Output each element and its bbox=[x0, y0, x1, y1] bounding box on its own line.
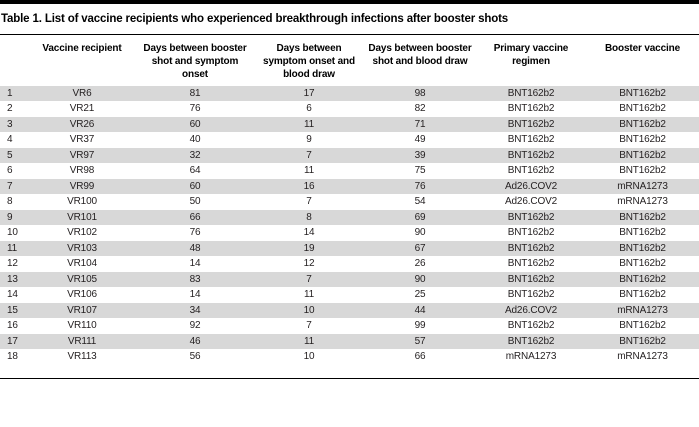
table-cell: 9 bbox=[306, 134, 312, 146]
table-cell: 69 bbox=[414, 211, 426, 223]
table-cell: VR107 bbox=[67, 304, 97, 316]
table-cell: 49 bbox=[414, 134, 426, 146]
header-row bbox=[0, 34, 699, 86]
table-cell: 99 bbox=[414, 320, 426, 332]
table-cell: VR26 bbox=[69, 118, 95, 130]
table-cell: 11 bbox=[303, 335, 315, 347]
table-cell: VR102 bbox=[67, 227, 97, 239]
table-row bbox=[0, 101, 699, 117]
table-cell: VR103 bbox=[67, 242, 97, 254]
row-index-cell: 4 bbox=[7, 134, 13, 146]
table-cell: 60 bbox=[189, 118, 201, 130]
table-row bbox=[0, 256, 699, 272]
header-cell-days-symptom-to-blooddraw: Days between symptom onset and blood draw bbox=[263, 42, 355, 80]
table-cell: 14 bbox=[189, 289, 201, 301]
table-row bbox=[0, 163, 699, 179]
table-cell: 40 bbox=[189, 134, 201, 146]
table-cell: 83 bbox=[189, 273, 201, 285]
table-cell: BNT162b2 bbox=[507, 103, 555, 115]
table-cell: VR110 bbox=[67, 320, 97, 332]
table-cell: 64 bbox=[189, 165, 201, 177]
table-cell: BNT162b2 bbox=[619, 335, 666, 347]
row-index-cell: 15 bbox=[7, 304, 18, 316]
table-cell: BNT162b2 bbox=[507, 134, 555, 146]
table-cell: 75 bbox=[414, 165, 426, 177]
header-cell-index bbox=[0, 34, 28, 86]
table-cell: 14 bbox=[189, 258, 201, 270]
table-cell: 26 bbox=[414, 258, 426, 270]
row-index-cell: 2 bbox=[7, 103, 13, 115]
table-cell: BNT162b2 bbox=[507, 320, 555, 332]
row-index-cell: 17 bbox=[7, 335, 18, 347]
table-row bbox=[0, 349, 699, 365]
table-cell: BNT162b2 bbox=[619, 320, 666, 332]
table-cell: VR104 bbox=[67, 258, 97, 270]
table-row bbox=[0, 287, 699, 303]
table-row bbox=[0, 210, 699, 226]
table-cell: 82 bbox=[414, 103, 426, 115]
table-cell: 10 bbox=[303, 351, 315, 363]
table-cell: 46 bbox=[189, 335, 201, 347]
row-index-cell: 6 bbox=[7, 165, 13, 177]
table-cell: VR101 bbox=[67, 211, 97, 223]
table-cell: 56 bbox=[189, 351, 201, 363]
table-cell: 32 bbox=[189, 149, 201, 161]
row-index-cell: 18 bbox=[7, 351, 18, 363]
header-cell-primary-vaccine-regimen: Primary vaccine regimen bbox=[493, 42, 569, 67]
table-cell: 34 bbox=[189, 304, 201, 316]
row-index-cell: 11 bbox=[7, 242, 18, 254]
table-cell: BNT162b2 bbox=[507, 227, 555, 239]
table-cell: VR105 bbox=[67, 273, 97, 285]
table-cell: VR106 bbox=[67, 289, 97, 301]
table-cell: VR100 bbox=[67, 196, 97, 208]
table-cell: VR111 bbox=[67, 335, 97, 347]
table-row bbox=[0, 272, 699, 288]
table-row bbox=[0, 303, 699, 319]
table-cell: mRNA1273 bbox=[617, 196, 668, 208]
header-cell-days-booster-to-symptom: Days between booster shot and symptom onset bbox=[143, 42, 247, 80]
table-cell: VR6 bbox=[72, 87, 92, 99]
table-cell: BNT162b2 bbox=[507, 273, 555, 285]
table-row bbox=[0, 117, 699, 133]
row-index-cell: 9 bbox=[7, 211, 13, 223]
table-header bbox=[0, 34, 699, 86]
table-cell: 81 bbox=[189, 87, 201, 99]
table-cell: BNT162b2 bbox=[619, 227, 666, 239]
header-cell-booster-vaccine: Booster vaccine bbox=[604, 42, 680, 54]
row-index-cell: 13 bbox=[7, 273, 18, 285]
table-cell: BNT162b2 bbox=[507, 165, 555, 177]
row-index-cell: 16 bbox=[7, 320, 18, 332]
table-cell: 10 bbox=[303, 304, 315, 316]
table-row bbox=[0, 318, 699, 334]
table-cell: 12 bbox=[303, 258, 315, 270]
table-cell: 50 bbox=[189, 196, 201, 208]
table-cell: mRNA1273 bbox=[505, 351, 557, 363]
table-cell: 90 bbox=[414, 227, 426, 239]
row-index-cell: 3 bbox=[7, 118, 13, 130]
table-cell: 71 bbox=[414, 118, 426, 130]
table-cell: BNT162b2 bbox=[619, 134, 666, 146]
row-index-cell: 8 bbox=[7, 196, 13, 208]
table-cell: 66 bbox=[414, 351, 426, 363]
vaccine-recipients-table bbox=[0, 34, 699, 365]
table-cell: BNT162b2 bbox=[507, 149, 555, 161]
table-cell: 11 bbox=[303, 289, 315, 301]
table-cell: VR99 bbox=[69, 180, 95, 192]
row-index-cell: 1 bbox=[7, 87, 13, 99]
table-cell: 98 bbox=[414, 87, 426, 99]
table-cell: 76 bbox=[189, 103, 201, 115]
table-cell: 7 bbox=[306, 273, 312, 285]
table-cell: BNT162b2 bbox=[619, 258, 666, 270]
table-cell: BNT162b2 bbox=[619, 289, 666, 301]
table-cell: 11 bbox=[303, 165, 315, 177]
table-cell: Ad26.COV2 bbox=[504, 304, 557, 316]
table-row bbox=[0, 194, 699, 210]
table-cell: mRNA1273 bbox=[617, 304, 668, 316]
table-cell: 48 bbox=[189, 242, 201, 254]
table-cell: BNT162b2 bbox=[619, 118, 666, 130]
table-cell: 19 bbox=[303, 242, 315, 254]
table-cell: 7 bbox=[306, 196, 312, 208]
table-cell: mRNA1273 bbox=[617, 180, 668, 192]
table-cell: BNT162b2 bbox=[619, 149, 666, 161]
bottom-rule bbox=[0, 378, 699, 379]
table-cell: BNT162b2 bbox=[507, 335, 555, 347]
table-cell: BNT162b2 bbox=[507, 242, 555, 254]
table-cell: Ad26.COV2 bbox=[504, 196, 557, 208]
table-cell: 25 bbox=[414, 289, 426, 301]
table-cell: mRNA1273 bbox=[617, 351, 668, 363]
table-cell: 14 bbox=[303, 227, 315, 239]
table-cell: BNT162b2 bbox=[507, 258, 555, 270]
table-cell: 90 bbox=[414, 273, 426, 285]
table-cell: 8 bbox=[306, 211, 312, 223]
table-cell: BNT162b2 bbox=[619, 87, 666, 99]
table-cell: BNT162b2 bbox=[619, 165, 666, 177]
table-cell: 67 bbox=[414, 242, 426, 254]
table-cell: BNT162b2 bbox=[619, 273, 666, 285]
table-cell: 16 bbox=[303, 180, 315, 192]
table-cell: VR37 bbox=[69, 134, 95, 146]
table-cell: 76 bbox=[414, 180, 426, 192]
table-cell: VR113 bbox=[67, 351, 97, 363]
table-cell: VR21 bbox=[69, 103, 95, 115]
table-cell: BNT162b2 bbox=[507, 289, 555, 301]
row-index-cell: 5 bbox=[7, 149, 13, 161]
table-cell: 60 bbox=[189, 180, 201, 192]
table-cell: 92 bbox=[189, 320, 201, 332]
table-title: Table 1. List of vaccine recipients who experienced breakthrough infections after booster shots bbox=[1, 13, 508, 25]
table-cell: BNT162b2 bbox=[507, 118, 555, 130]
table-cell: BNT162b2 bbox=[619, 242, 666, 254]
table-cell: 39 bbox=[414, 149, 426, 161]
row-index-cell: 14 bbox=[7, 289, 18, 301]
table-cell: BNT162b2 bbox=[507, 211, 555, 223]
table-cell: BNT162b2 bbox=[619, 103, 666, 115]
table-cell: 7 bbox=[306, 320, 312, 332]
table-row bbox=[0, 225, 699, 241]
table-cell: 11 bbox=[303, 118, 315, 130]
table-cell: 54 bbox=[414, 196, 426, 208]
table-cell: 76 bbox=[189, 227, 201, 239]
table-body bbox=[0, 86, 699, 365]
table-cell: 44 bbox=[414, 304, 426, 316]
table-cell: Ad26.COV2 bbox=[504, 180, 557, 192]
table-cell: 7 bbox=[306, 149, 312, 161]
table-cell: 17 bbox=[303, 87, 315, 99]
row-index-cell: 10 bbox=[7, 227, 18, 239]
table-row bbox=[0, 132, 699, 148]
table-row bbox=[0, 179, 699, 195]
table-cell: BNT162b2 bbox=[507, 87, 555, 99]
table-row bbox=[0, 86, 699, 102]
table-cell: VR98 bbox=[69, 165, 95, 177]
row-index-cell: 7 bbox=[7, 180, 13, 192]
header-cell-days-booster-to-blooddraw: Days between booster shot and blood draw bbox=[368, 42, 472, 67]
table-cell: 6 bbox=[306, 103, 312, 115]
table-row bbox=[0, 241, 699, 257]
table-row bbox=[0, 148, 699, 164]
row-index-cell: 12 bbox=[7, 258, 18, 270]
header-cell-vaccine-recipient: Vaccine recipient bbox=[42, 42, 122, 54]
table-row bbox=[0, 334, 699, 350]
table-cell: 57 bbox=[414, 335, 426, 347]
table-cell: 66 bbox=[189, 211, 201, 223]
table-cell: VR97 bbox=[69, 149, 95, 161]
table-cell: BNT162b2 bbox=[619, 211, 666, 223]
